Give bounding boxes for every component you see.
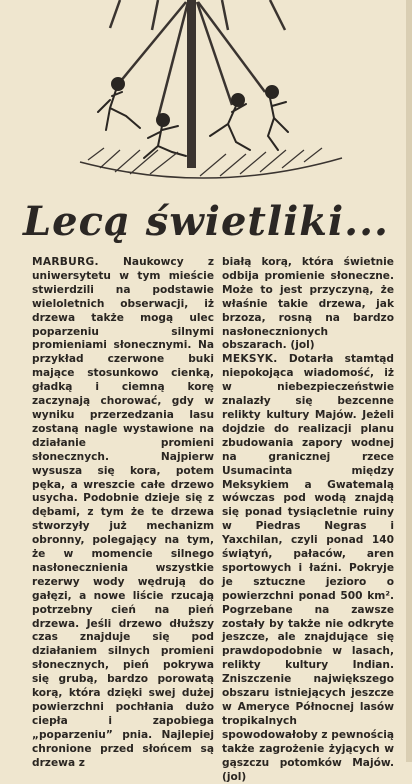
marburg-continuation: białą korą, która świetnie odbija promienie słoneczne. Może to jest przyczyną, że właśnie takie drzewa, jak brzoza, rosną na bardzo nasłonecznionych obszarach. (jol): [222, 256, 394, 352]
headline: Lecą świetliki...: [23, 198, 389, 245]
article-column-left: [32, 256, 214, 771]
dateline-meksyk: MEKSYK.: [222, 353, 278, 366]
page-edge: [406, 0, 412, 762]
article-column-right: [222, 256, 394, 784]
meksyk-text: Dotarła stamtąd niepokojąca wiadomość, iż w niebezpieczeństwie znalazły się bezcenne relikty kultury Majów. Jeżeli dojdzie do realizacji planu zbudowania zapory wodnej na granicznej rzece Usumacinta między Meksykiem a Gwatemalą wówczas pod wodą znajdą się ponad tysiącletnie ruiny w Piedras Negras i Yaxchilan, czyli ponad 140 świątyń, pałaców, aren sportowych i łaźni. Pokryje je sztuczne jezioro o powierzchni ponad 500 km². Pogrzebane na zawsze zostały by także nie odkryte jeszcze, ale znajdujące się prawdopodobnie w lasach, relikty kultury Indian. Zniszczenie największego obszaru istniejących jeszcze w Ameryce Północnej lasów tropikalnych spowodowałoby z pewnością także zagrożenie żyjących w gąszczu potomków Majów. (jol): [222, 353, 395, 783]
dateline-marburg: MARBURG.: [32, 256, 99, 268]
maypole-illustration: [60, 0, 360, 192]
meksyk-paragraph: [222, 353, 394, 784]
marburg-text: Naukowcy z uniwersytetu w tym mieście stwierdzili na podstawie wieloletnich obserwacji, iż drzewa także mogą ulec poparzeniu silnymi promieniami słonecznymi. Na przykład czerwone buki mające stosunkowo cienką, gładką i ciemną korę zaczynają chorować, gdy w wyniku przerzedzania lasu zostaną nagle wystawione na działanie promieni słonecznych. Najpierw wysusza się kora, potem pęka, a wreszcie całe drzewo usycha. Podobnie dzieje się z dębami, z tym że te drzewa stworzyły już mechanizm obronny, polegający na tym, że w momencie silnego nasłonecznienia wszystkie rezerwy wody wędrują do gałęzi, a nowe liście rzucają potrzebny cień na pień drzewa. Jeśli drzewo dłuższy czas znajduje się pod działaniem silnych promieni słonecznych, pień pokrywa się grubą, bardzo porowatą korą, która dzięki swej dużej powierzchni pochłania dużo ciepła i zapobiega „poparzeniu” pnia. Najlepiej chronione przed słońcem są drzewa z: [32, 256, 214, 769]
marburg-paragraph: [32, 256, 214, 771]
